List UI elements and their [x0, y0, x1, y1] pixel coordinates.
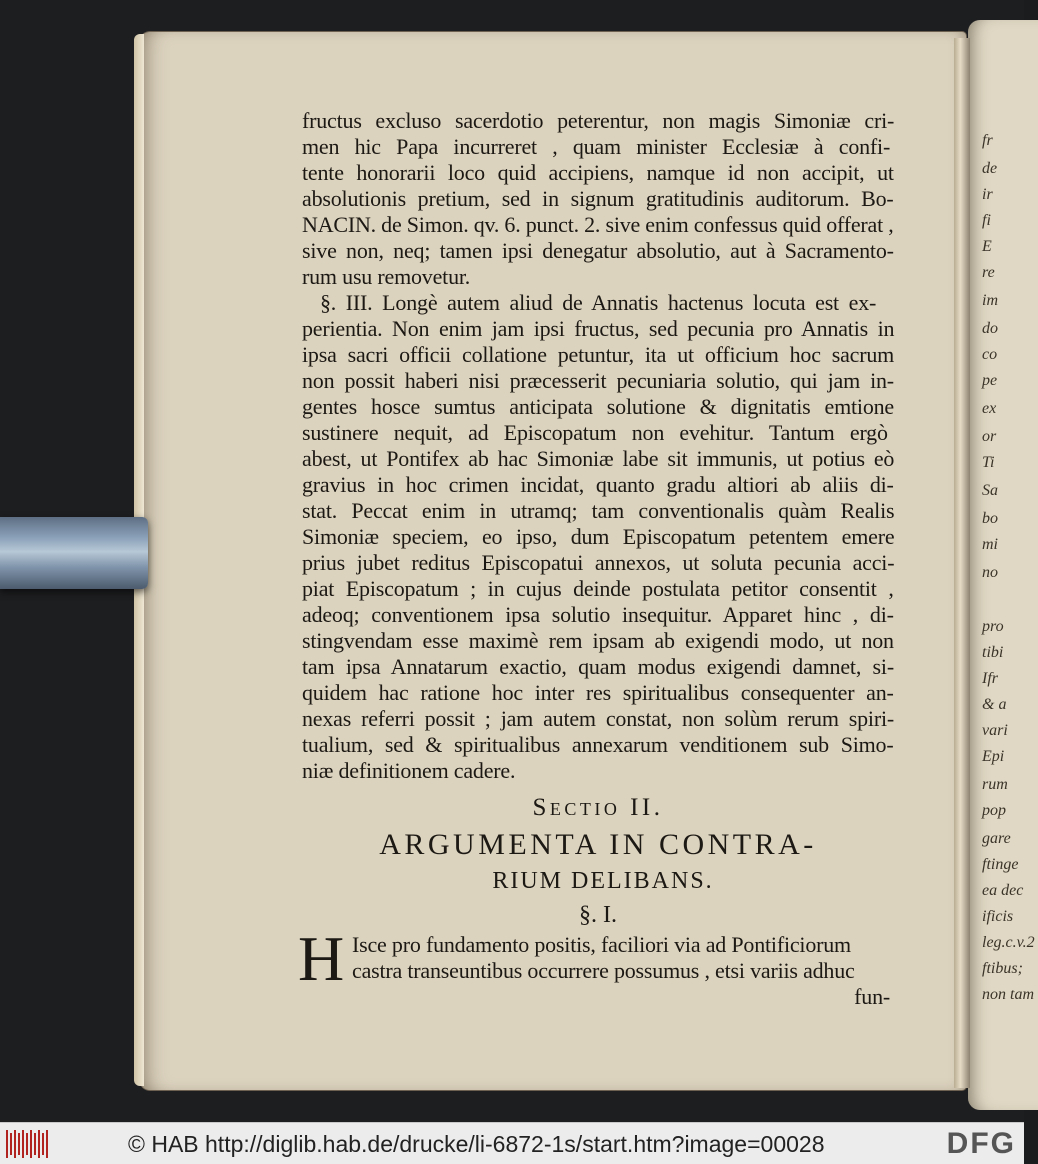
facing-page-fragment: re	[982, 264, 995, 281]
facing-page-fragment: fr	[982, 132, 993, 149]
catchword: fun-	[854, 984, 890, 1009]
facing-page-fragment: ir	[982, 186, 993, 203]
text-line: quidem hac ratione hoc inter res spiritualibus consequenter an-	[302, 680, 894, 705]
page-clip	[0, 517, 148, 589]
facing-page-fragment: no	[982, 564, 998, 581]
text-line: stingvendam esse maximè rem ipsam ab exigendi modo, ut non	[302, 628, 894, 653]
facing-page-fragment: pop	[982, 802, 1006, 819]
facing-page-fragment: im	[982, 292, 998, 309]
facing-page-fragment: ea dec	[982, 882, 1024, 899]
facing-page-fragment: rum	[982, 776, 1008, 793]
facing-page-fragment: or	[982, 428, 997, 445]
text-line: sive non, neq; tamen ipsi denegatur absolutio, aut à Sacramento-	[302, 238, 894, 263]
hab-logo-icon	[6, 1130, 48, 1158]
text-line: adeoq; conventionem ipsa solutio insequitur. Apparet hinc , di-	[302, 602, 894, 627]
facing-page-fragment: gare	[982, 830, 1011, 847]
facing-page-fragment: vari	[982, 722, 1008, 739]
facing-page-fragment: ificis	[982, 908, 1014, 925]
page-edge	[954, 38, 970, 1088]
text-line: gentes hosce sumtus anticipata solutione & dignitatis emtione	[302, 394, 894, 419]
text-line: non possit haberi nisi præcesserit pecuniaria solutio, qui jam in-	[302, 368, 894, 393]
facing-page-fragment: pro	[982, 618, 1004, 635]
facing-page-fragment: Sa	[982, 482, 998, 499]
text-line: NACIN. de Simon. qv. 6. punct. 2. sive enim confessus quid offerat ,	[302, 212, 894, 237]
section-label: Sectio II.	[532, 794, 664, 821]
facing-page-fragment: ex	[982, 400, 997, 417]
text-line: perientia. Non enim jam ipsi fructus, sed pecunia pro Annatis in	[302, 316, 895, 341]
text-line: tualium, sed & spiritualibus annexarum venditionem sub Simo-	[302, 732, 894, 757]
page-text	[298, 108, 895, 1010]
text-line: abest, ut Pontifex ab hac Simoniæ labe sit immunis, ut potius eò	[302, 446, 895, 471]
text-line: sustinere nequit, ad Episcopatum non evehitur. Tantum ergò	[302, 420, 888, 445]
section-heading-line-2: RIUM DELIBANS.	[492, 868, 714, 894]
facing-page-fragment: do	[982, 320, 998, 337]
facing-page-fragment: bo	[982, 510, 998, 527]
facing-page-fragment: co	[982, 346, 998, 363]
facing-page-fragment: mi	[982, 536, 998, 553]
facing-page-fragment: tibi	[982, 644, 1004, 661]
text-line: men hic Papa incurreret , quam minister Ecclesiæ à confi-	[302, 134, 891, 159]
text-line: gravius in hoc crimen incidat, quanto gradu altiori ab aliis di-	[302, 472, 894, 497]
text-line: niæ definitionem cadere.	[302, 758, 516, 783]
facing-page-fragment: E	[982, 238, 992, 255]
text-line: prius jubet reditus Episcopatui annexos, ut soluta pecunia acci-	[302, 550, 895, 575]
text-line: tam ipsa Annatarum exactio, quam modus exigendi damnet, si-	[302, 654, 894, 679]
facing-page-fragment: fi	[982, 212, 991, 229]
footer-bar	[0, 1122, 1024, 1164]
text-line: piat Episcopatum ; in cujus deinde postulata petitor consentit ,	[302, 576, 894, 601]
facing-page	[968, 20, 1038, 1110]
text-line: rum usu removetur.	[302, 264, 471, 289]
facing-page-fragment: Epi	[982, 748, 1005, 765]
facing-page-fragment: & a	[982, 696, 1007, 713]
drop-capital: H	[298, 923, 345, 994]
facing-page-fragment: ftinge	[982, 856, 1019, 873]
facing-page-fragment: non tam	[982, 986, 1034, 1003]
text-line: tente honorarii loco quid accipiens, namque id non accipit, ut	[302, 160, 894, 185]
facing-page-fragment: pe	[982, 372, 998, 389]
text-line: §. III. Longè autem aliud de Annatis hactenus locuta est ex-	[320, 290, 877, 315]
text-line: nexas referri possit ; jam autem constat, non solùm rerum spiri-	[302, 706, 895, 731]
body-paragraphs	[302, 108, 894, 784]
text-line: castra transeuntibus occurrere possumus , etsi variis adhuc	[352, 958, 855, 983]
facing-page-fragment: ftibus;	[982, 960, 1023, 977]
copyright-link[interactable]: © HAB http://diglib.hab.de/drucke/li-6872-1s/start.htm?image=00028	[128, 1131, 825, 1157]
text-line: Simoniæ speciem, eo ipso, dum Episcopatum petentem emere	[302, 524, 895, 549]
text-line: ipsa sacri officii collatione petuntur, ita ut officium hoc sacrum	[302, 342, 895, 367]
text-line: absolutionis pretium, sed in signum gratitudinis auditorum. Bo-	[302, 186, 894, 211]
text-line: stat. Peccat enim in utramq; tam conventionalis quàm Realis	[302, 498, 895, 523]
paragraph-mark: §. I.	[579, 902, 617, 928]
text-line: fructus excluso sacerdotio peterentur, non magis Simoniæ cri-	[302, 108, 895, 133]
facing-page-fragment: Ti	[982, 454, 995, 471]
section-heading-line-1: ARGUMENTA IN CONTRA-	[379, 828, 817, 861]
text-line: Isce pro fundamento positis, faciliori via ad Pontificiorum	[352, 932, 851, 957]
facing-page-fragment: Ifr	[982, 670, 998, 687]
facing-page-fragment: leg.c.v.2	[982, 934, 1035, 951]
facing-page-fragment: de	[982, 160, 998, 177]
opening-paragraph	[298, 923, 894, 994]
dfg-logo: DFG	[946, 1127, 1016, 1160]
